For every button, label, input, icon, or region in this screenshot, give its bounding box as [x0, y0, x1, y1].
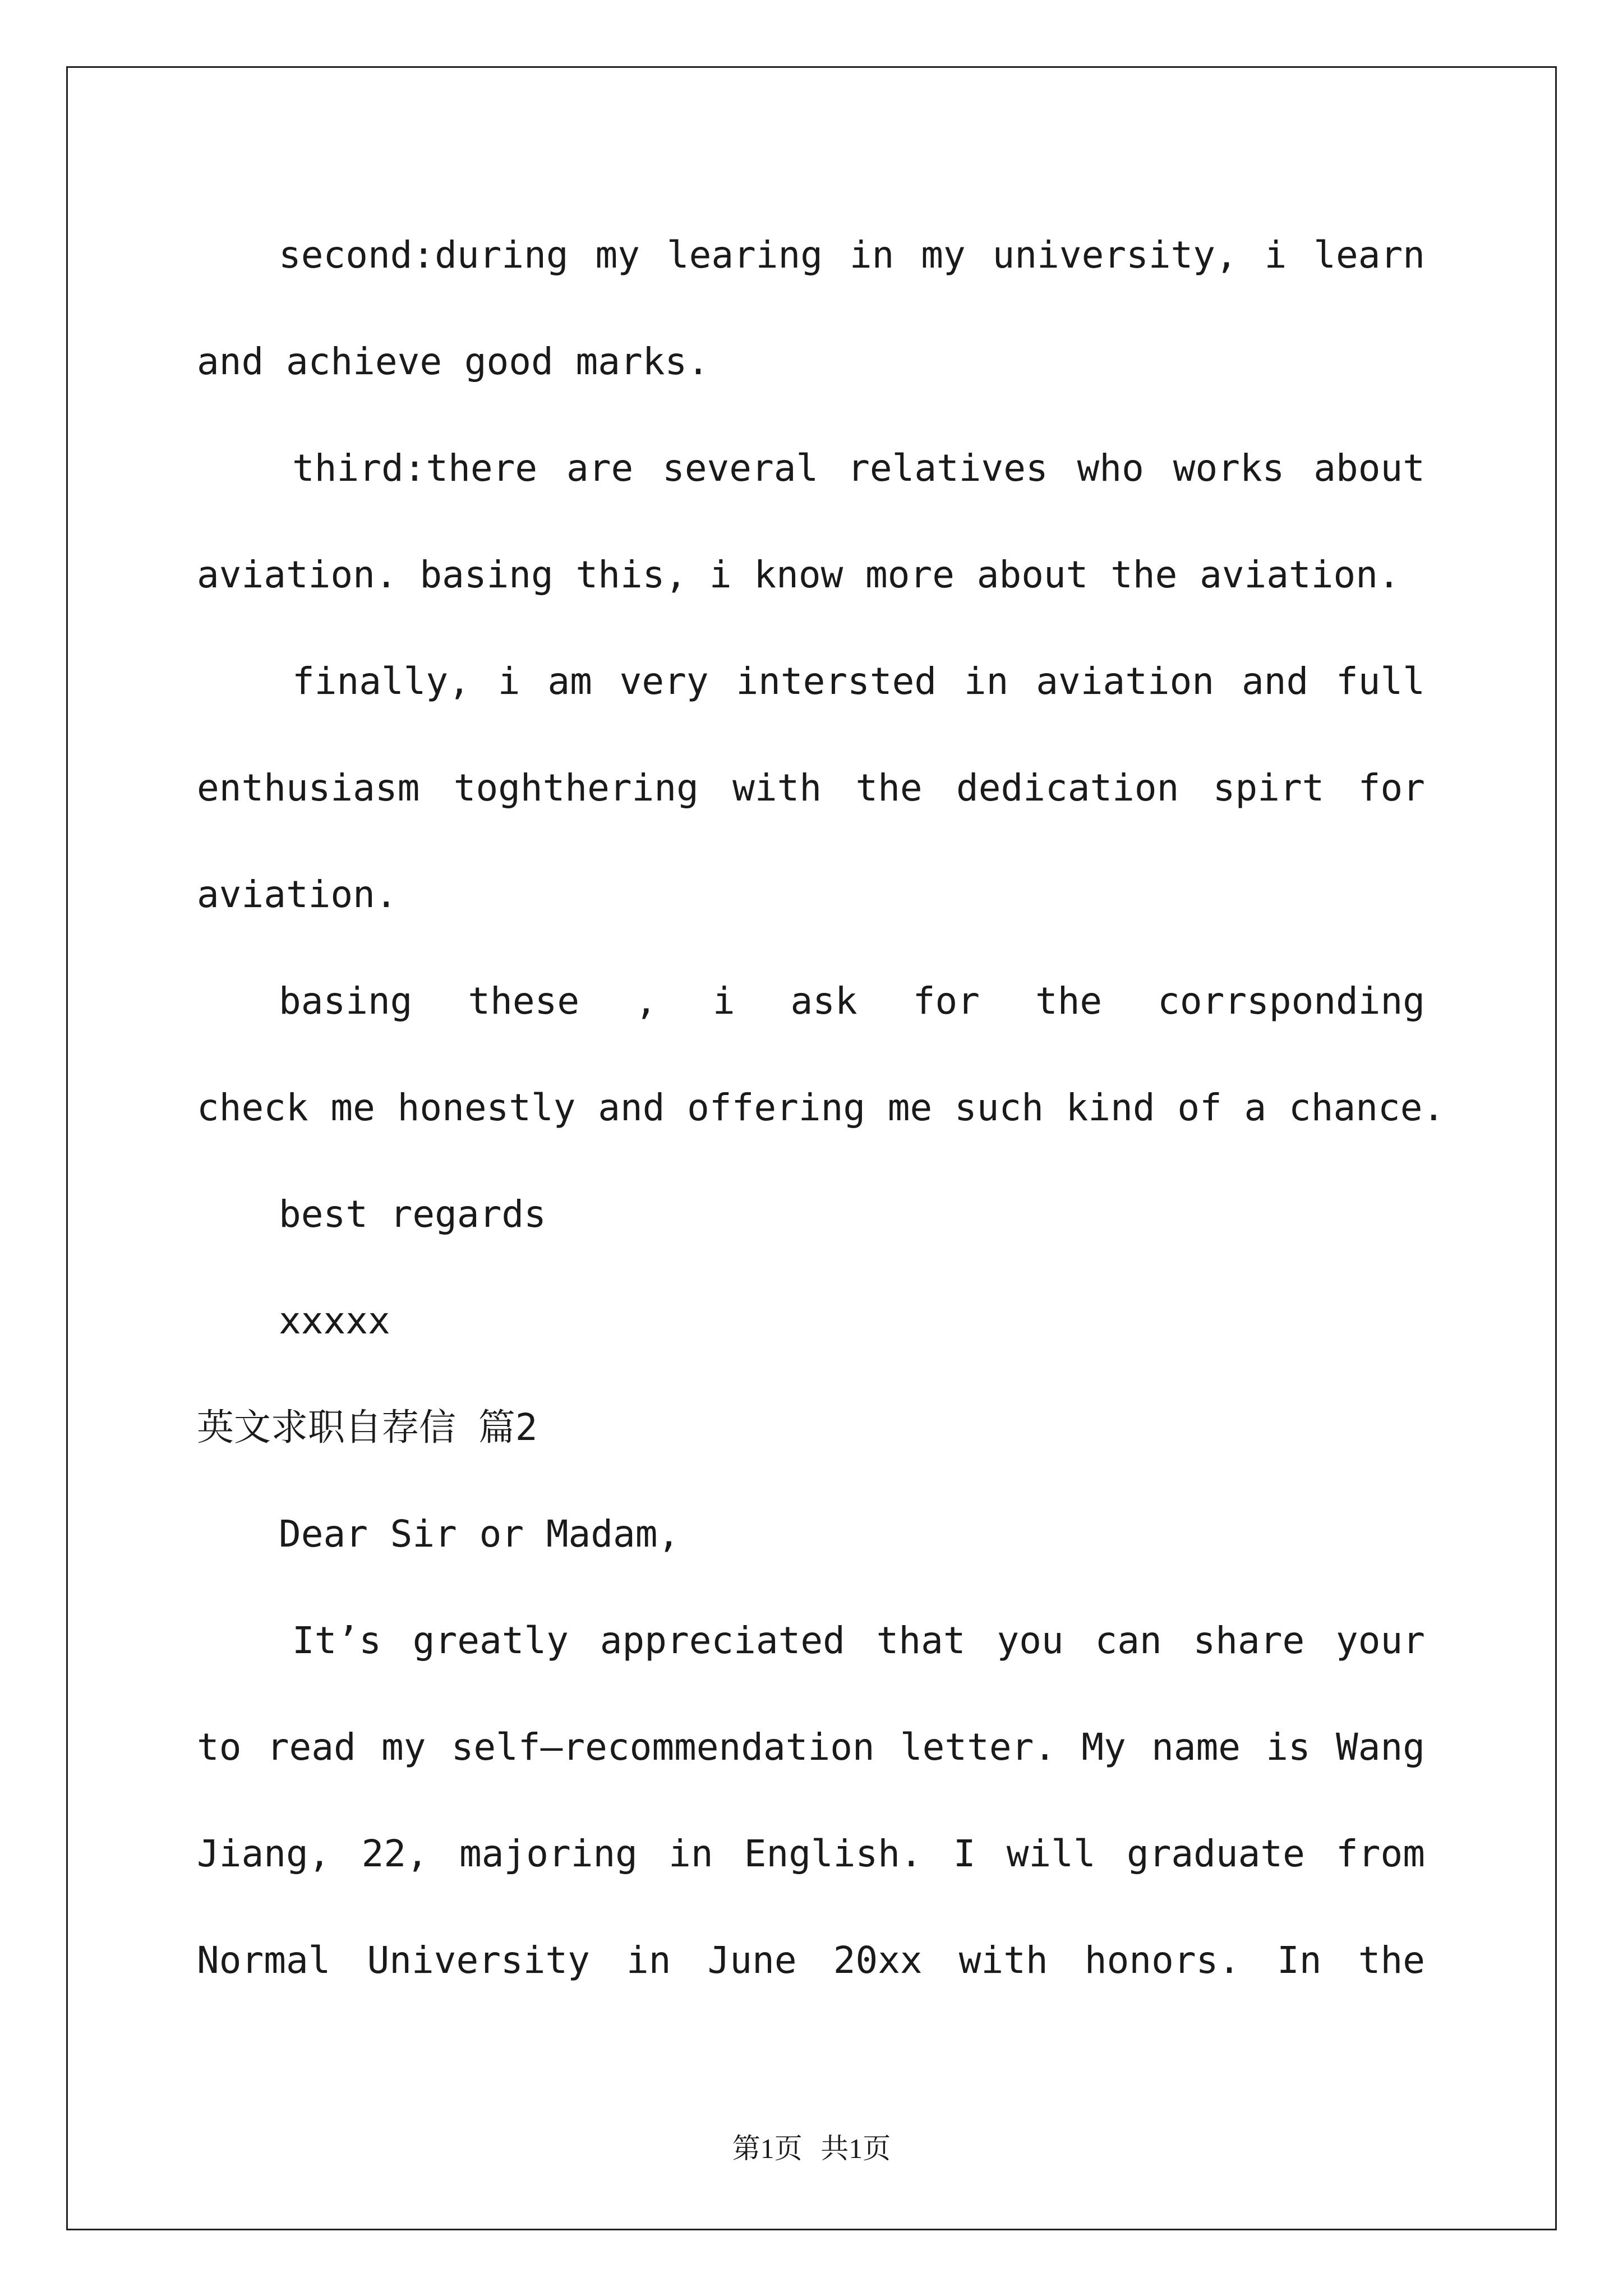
salutation-line: Dear Sir or Madam,	[279, 1512, 680, 1556]
page-number-footer: 第1页 共1页	[732, 2133, 891, 2164]
text-line: basing these , i ask for the corrsponding	[279, 979, 1425, 1023]
text-line: finally, i am very intersted in aviation and full	[292, 660, 1425, 703]
text-line: third:there are several relatives who works about	[292, 447, 1425, 490]
section-heading: 英文求职自荐信 篇2	[197, 1406, 538, 1449]
closing-line: best regards	[279, 1193, 546, 1236]
document-body	[197, 202, 1445, 2014]
text-line: check me honestly and offering me such kind of a chance.	[197, 1086, 1445, 1129]
text-line: Jiang, 22, majoring in English. I will graduate from	[197, 1832, 1425, 1875]
text-line: second:during my learing in my university, i learn	[279, 233, 1425, 277]
text-line: It’s greatly appreciated that you can share your	[292, 1619, 1425, 1662]
text-line: to read my self—recommendation letter. My name is Wang	[197, 1726, 1425, 1769]
text-line: Normal University in June 20xx with honors. In the	[197, 1939, 1425, 1982]
text-line: enthusiasm toghthering with the dedication spirt for	[197, 766, 1425, 809]
text-line: and achieve good marks.	[197, 340, 709, 383]
text-line: aviation. basing this, i know more about the aviation.	[197, 553, 1400, 596]
text-line: aviation.	[197, 873, 398, 916]
signature-line: xxxxx	[279, 1299, 390, 1342]
